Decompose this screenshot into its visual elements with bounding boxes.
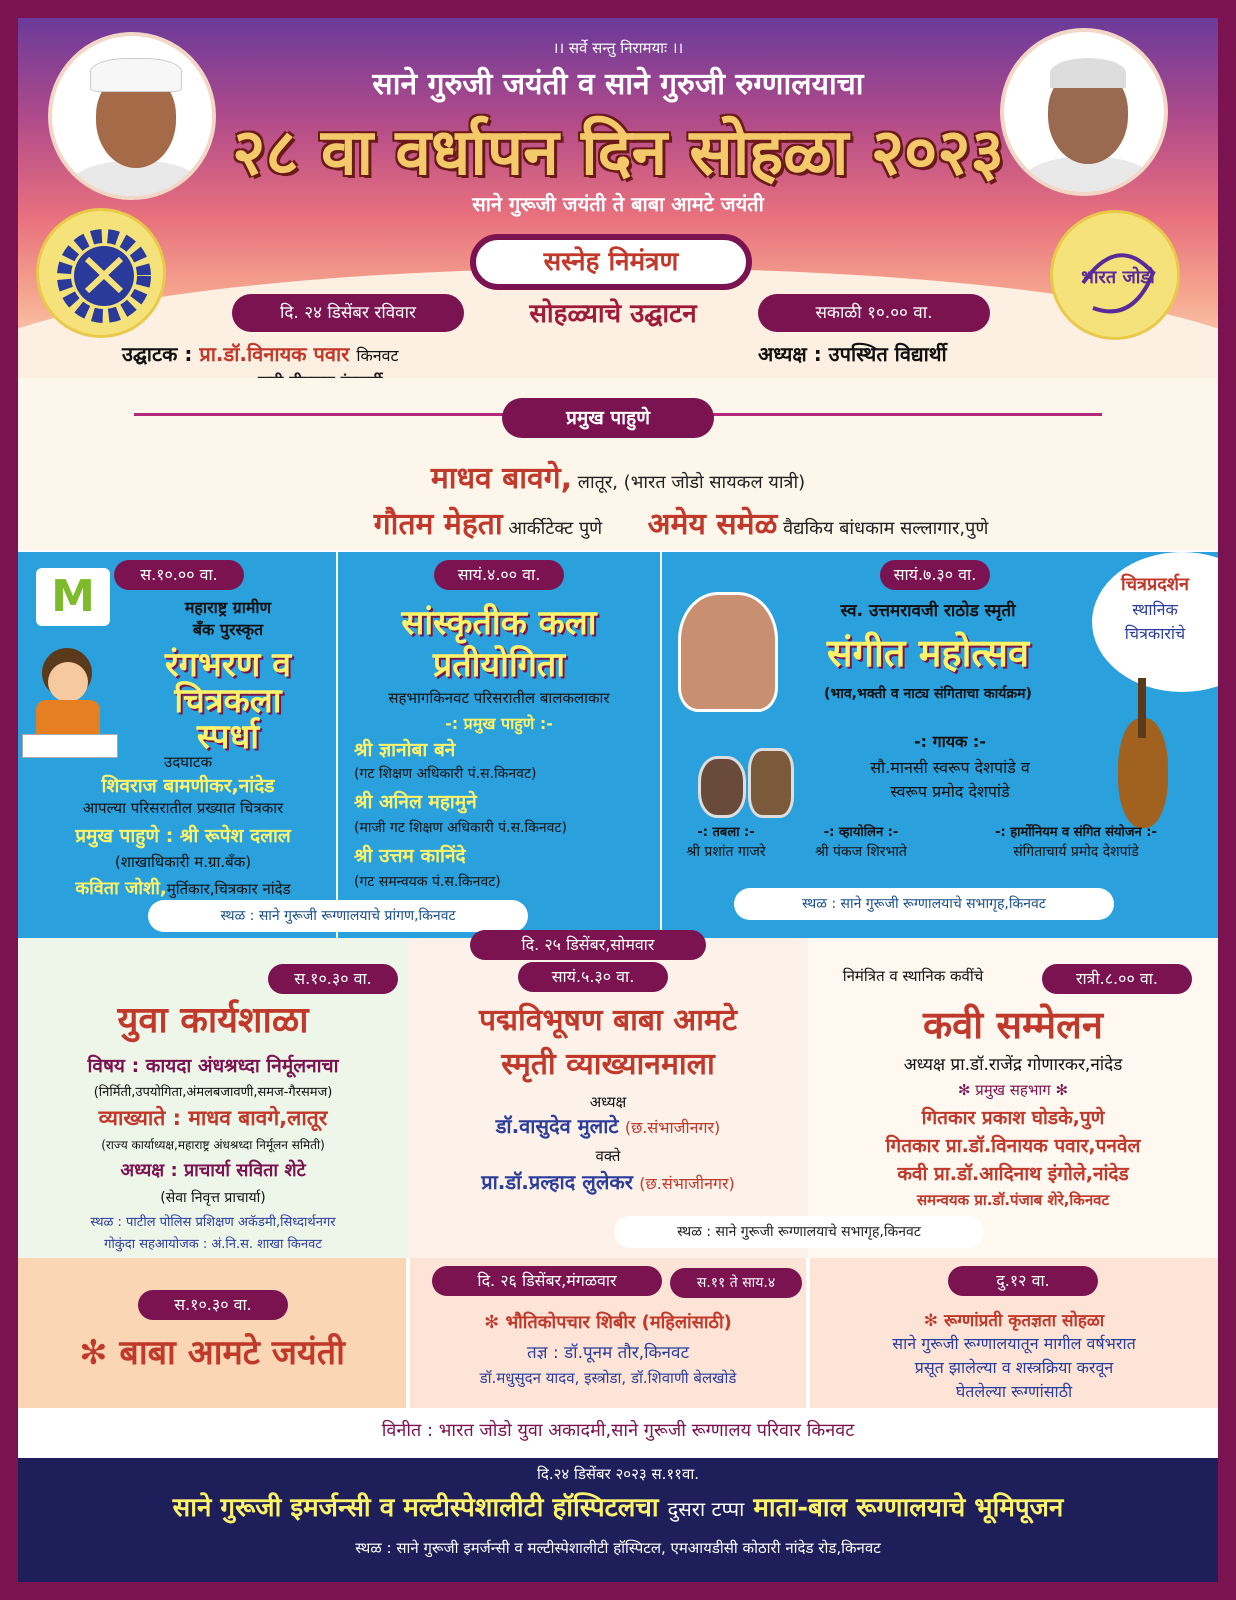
main-title: २८ वा वर्धापन दिन सोहळा २०२३	[232, 116, 1004, 190]
day2-date: दि. २५ डिसेंबर,सोमवार	[470, 930, 706, 960]
harmonium-player: संगिताचार्य प्रमोद देशपांडे	[1013, 844, 1139, 860]
event1-sponsor2: बँक पुरस्कृत	[192, 620, 264, 639]
inaug-time: सकाळी १०.०० वा.	[758, 294, 990, 332]
lecture-speaker: प्रा.डॉ.प्रल्हाद लुलेकर	[481, 1170, 633, 1194]
guest-1-name: माधव बावगे,	[430, 461, 573, 496]
event3-singers-label: -: गायक :-	[914, 732, 986, 751]
gear-icon	[39, 211, 169, 341]
camp-docs: डॉ.मधुसुदन यादव, इस्त्रोडा, डॉ.शिवाणी बेलखोडे	[479, 1369, 737, 1387]
event2-participants: सहभागकिनवट परिसरातील बालकलाकार	[388, 689, 610, 707]
blessing: ।। सर्वे सन्तु निरामयाः ।।	[552, 39, 684, 57]
footer-date: दि.२४ डिसेंबर २०२३ स.११वा.	[537, 1465, 699, 1483]
event1-inaug-name: शिवराज बामणीकर,नांदेड	[101, 775, 275, 797]
event2-time: सायं.४.०० वा.	[434, 560, 564, 590]
header-subline: साने गुरूजी जयंती ते बाबा आमटे जयंती	[472, 192, 764, 216]
exhibit-line3: चित्रकारांचे	[1124, 624, 1186, 643]
column-divider	[660, 552, 662, 938]
lecture-spk-row	[408, 1168, 808, 1195]
gear-logo	[36, 208, 166, 338]
poets-p4: समन्वयक प्रा.डॉ.पंजाब शेरे,किनवट	[916, 1191, 1110, 1209]
workshop-president: अध्यक्ष : प्राचार्या सविता शेटे	[120, 1160, 306, 1181]
inaugurator-name: प्रा.डॉ.विनायक पवार	[199, 342, 350, 366]
workshop-topic: विषय : कायदा अंधश्रध्दा निर्मूलनाचा	[87, 1055, 339, 1077]
workshop-coorg: गोकुंदा सहआयोजक : अं.नि.स. शाखा किनवट	[104, 1237, 322, 1252]
gratitude-l2: प्रसूत झालेल्या व शस्त्रक्रिया करवून	[914, 1358, 1114, 1377]
gratitude-time: दु.१२ वा.	[948, 1266, 1098, 1296]
baba-time: स.१०.३० वा.	[138, 1290, 288, 1320]
gratitude-l3: घेतलेल्या रूग्णांसाठी	[955, 1382, 1073, 1401]
workshop-topic-desc: (निर्मिती,उपयोगिता,अंमलबजावणी,समज-गैरसमज)	[93, 1085, 333, 1100]
poets-p2: गितकार प्रा.डॉ.विनायक पवार,पनवेल	[885, 1135, 1141, 1157]
camp-date: दि. २६ डिसेंबर,मंगळवार	[432, 1266, 662, 1296]
guest-3-desc: वैद्यकिय बांधकाम सल्लागार,पुणे	[783, 518, 989, 539]
guest-row-1	[18, 456, 1218, 497]
camp-time: स.११ ते साय.४	[670, 1268, 802, 1298]
lecture-time: सायं.५.३० वा.	[518, 962, 668, 992]
event2-p1-desc: (गट शिक्षण अधिकारी पं.स.किनवट)	[354, 766, 537, 782]
workshop-title: युवा कार्यशाळा	[117, 1000, 309, 1041]
workshop-president-desc: (सेवा निवृत्त प्राचार्या)	[160, 1190, 266, 1206]
vinit-line: विनीत : भारत जोडो युवा अकादमी,साने गुरूजी रूग्णालय परिवार किनवट	[381, 1420, 855, 1441]
poets-part-label: ✻ प्रमुख सहभाग ✻	[957, 1081, 1069, 1099]
event2-p3-desc: (गट समन्वयक पं.स.किनवट)	[354, 874, 501, 890]
guest-3-name: अमेय समेळ	[647, 507, 778, 542]
poets-p3: कवी प्रा.डॉ.आदिनाथ इंगोले,नांदेड	[897, 1163, 1129, 1185]
lecture-pres-label: अध्यक्ष	[589, 1093, 627, 1111]
event1-inaug-label: उदघाटक	[163, 753, 212, 771]
camp-title: ✻ भौतिकोपचार शिबीर (महिलांसाठी)	[484, 1312, 732, 1333]
guest-2-desc: आर्कीटेक्ट पुणे	[508, 518, 603, 539]
lecture-pres-city: (छ.संभाजीनगर)	[624, 1118, 721, 1137]
footer-place: स्थळ : साने गुरूजी इमर्जन्सी व मल्टीस्पेशालीटी हॉस्पिटल, एमआयडीसी कोठारी नांदेड रोड,किनवट	[355, 1539, 881, 1557]
guest-1-desc: लातूर, (भारत जोडो सायकल यात्री)	[577, 472, 806, 493]
inaugurator-place: किनवट	[356, 346, 399, 365]
inaug-president: अध्यक्ष : उपस्थित विद्यार्थी	[758, 342, 947, 366]
footer-main	[18, 1488, 1218, 1524]
violin-player: श्री पंकज शिरभाते	[815, 844, 907, 860]
lecture-place: स्थळ : साने गुरूजी रूग्णालयाचे सभागृह,किनवट	[614, 1216, 984, 1248]
workshop-place: स्थळ : पाटील पोलिस प्रशिक्षण अकॅडमी,सिध्दार्थनगर	[90, 1215, 336, 1230]
workshop-speaker: व्याख्याते : माधव बावगे,लातूर	[98, 1106, 328, 1130]
event3-singer2: स्वरूप प्रमोद देशपांडे	[890, 782, 1010, 801]
event3-singer1: सौ.मानसी स्वरूप देशपांडे व	[870, 758, 1030, 777]
footer-mid: दुसरा टप्पा	[667, 1497, 745, 1521]
workshop-speaker-desc: (राज्य कार्याध्यक्ष,महाराष्ट्र अंधश्रध्दा निर्मूलन समिती)	[101, 1138, 325, 1152]
workshop-time: स.१०.३० वा.	[268, 964, 398, 994]
event1-title1: रंगभरण व	[164, 645, 292, 685]
tabla-icon	[698, 748, 798, 824]
tabla-label: -: तबला :-	[697, 825, 755, 840]
mgb-logo-icon: M	[36, 568, 110, 626]
event1-time: स.१०.०० वा.	[114, 560, 244, 590]
event1-place: स्थळ : साने गुरूजी रूग्णालयाचे प्रांगण,किनवट	[148, 900, 528, 932]
event2-guests-label: -: प्रमुख पाहुणे :-	[445, 714, 553, 733]
violin-label: -: व्हायोलिन :-	[823, 825, 899, 840]
event3-place: स्थळ : साने गुरूजी रूग्णालयाचे सभागृह,किनवट	[734, 888, 1114, 920]
event1-guest2-row	[28, 876, 338, 900]
exhibit-title: चित्रप्रदर्शन	[1120, 574, 1190, 595]
event1-guest: प्रमुख पाहुणे : श्री रूपेश दलाल	[75, 825, 291, 847]
lecture-spk-city: (छ.संभाजीनगर)	[639, 1174, 735, 1193]
event2-title2: प्रतीयोगिता	[432, 645, 566, 685]
event1-title2: चित्रकला	[174, 681, 282, 721]
poster	[18, 18, 1218, 1582]
event1-guest2-desc: मुर्तिकार,चित्रकार नांदेड	[166, 880, 291, 898]
lecture-pres: डॉ.वासुदेव मुलाटे	[495, 1114, 619, 1138]
camp-expert: तज्ञ : डॉ.पूनम तौर,किनवट	[526, 1343, 690, 1363]
event2-p3: श्री उत्तम कानिंदे	[354, 845, 466, 867]
guests-label: प्रमुख पाहुणे	[502, 398, 714, 438]
lecture-pres-row	[408, 1112, 808, 1139]
footer-main1: साने गुरूजी इमर्जन्सी व मल्टीस्पेशालीटी हॉस्पिटलचा	[172, 1493, 659, 1523]
guest-row-3	[218, 502, 1218, 543]
event3-desc: (भाव,भक्ती व नाट्य संगिताचा कार्यक्रम)	[824, 686, 1032, 702]
invite-badge: सस्नेह निमंत्रण	[470, 234, 752, 290]
inaugurator-row	[122, 340, 399, 367]
poets-pres: अध्यक्ष प्रा.डॉ.राजेंद्र गोणारकर,नांदेड	[903, 1055, 1123, 1075]
event3-memorial: स्व. उत्तमरावजी राठोड स्मृती	[840, 601, 1016, 621]
event1-inaug-desc: आपल्या परिसरातील प्रख्यात चित्रकार	[82, 799, 284, 817]
event2-p2: श्री अनिल महामुने	[354, 791, 477, 813]
inaug-date: दि. २४ डिसेंबर रविवार	[232, 294, 464, 332]
child-painting-icon	[22, 648, 118, 758]
lecture-title1: पद्मविभूषण बाबा आमटे	[478, 1003, 737, 1038]
event1-sponsor1: महाराष्ट्र ग्रामीण	[184, 598, 272, 617]
logo-text: भारत जोडो	[1081, 267, 1155, 288]
inaugurator-label: उद्घाटक :	[122, 342, 193, 366]
guest-2-name: गौतम मेहता	[373, 507, 503, 542]
gratitude-l1: साने गुरूजी रूग्णालयातून मागील वर्षभरात	[892, 1334, 1136, 1353]
event3-time: सायं.७.३० वा.	[880, 560, 990, 590]
poets-p1: गितकार प्रकाश घोडके,पुणे	[921, 1107, 1105, 1129]
poets-time: रात्री.८.०० वा.	[1042, 964, 1192, 994]
gratitude-title: ✻ रूग्णांप्रती कृतज्ञता सोहळा	[923, 1311, 1105, 1331]
poets-invited: निमंत्रित व स्थानिक कवींचे	[842, 967, 984, 985]
exhibit-line2: स्थानिक	[1132, 600, 1178, 619]
baba-title: ✻ बाबा आमटे जयंती	[79, 1333, 345, 1373]
event2-title1: सांस्कृतीक कला	[401, 603, 597, 643]
event3-title: संगीत महोत्सव	[826, 631, 1030, 675]
inaug-title: सोहळ्याचे उद्घाटन	[529, 299, 697, 329]
event2-p1: श्री ज्ञानोबा बने	[354, 739, 456, 761]
bharat-jodo-logo	[1050, 210, 1180, 340]
harmonium-label: -: हार्मोनियम व संगित संयोजन :-	[995, 825, 1157, 840]
poets-title: कवी सम्मेलन	[922, 1003, 1103, 1047]
tabla-player: श्री प्रशांत गाजरे	[686, 844, 766, 860]
event2-p2-desc: (माजी गट शिक्षण अधिकारी पं.स.किनवट)	[354, 820, 567, 836]
header-line1: साने गुरुजी जयंती व साने गुरुजी रुग्णालयाचा	[372, 67, 864, 102]
footer-main2: माता-बाल रूग्णालयाचे भूमिपूजन	[753, 1493, 1064, 1523]
lecture-title2: स्मृती व्याख्यानमाला	[501, 1047, 715, 1082]
event1-title3: स्पर्धा	[196, 717, 260, 757]
lecture-spk-label: वक्ते	[595, 1147, 621, 1165]
event1-guest2: कविता जोशी,	[75, 878, 167, 899]
event1-guest-desc: (शाखाधिकारी म.ग्रा.बँक)	[114, 853, 252, 871]
